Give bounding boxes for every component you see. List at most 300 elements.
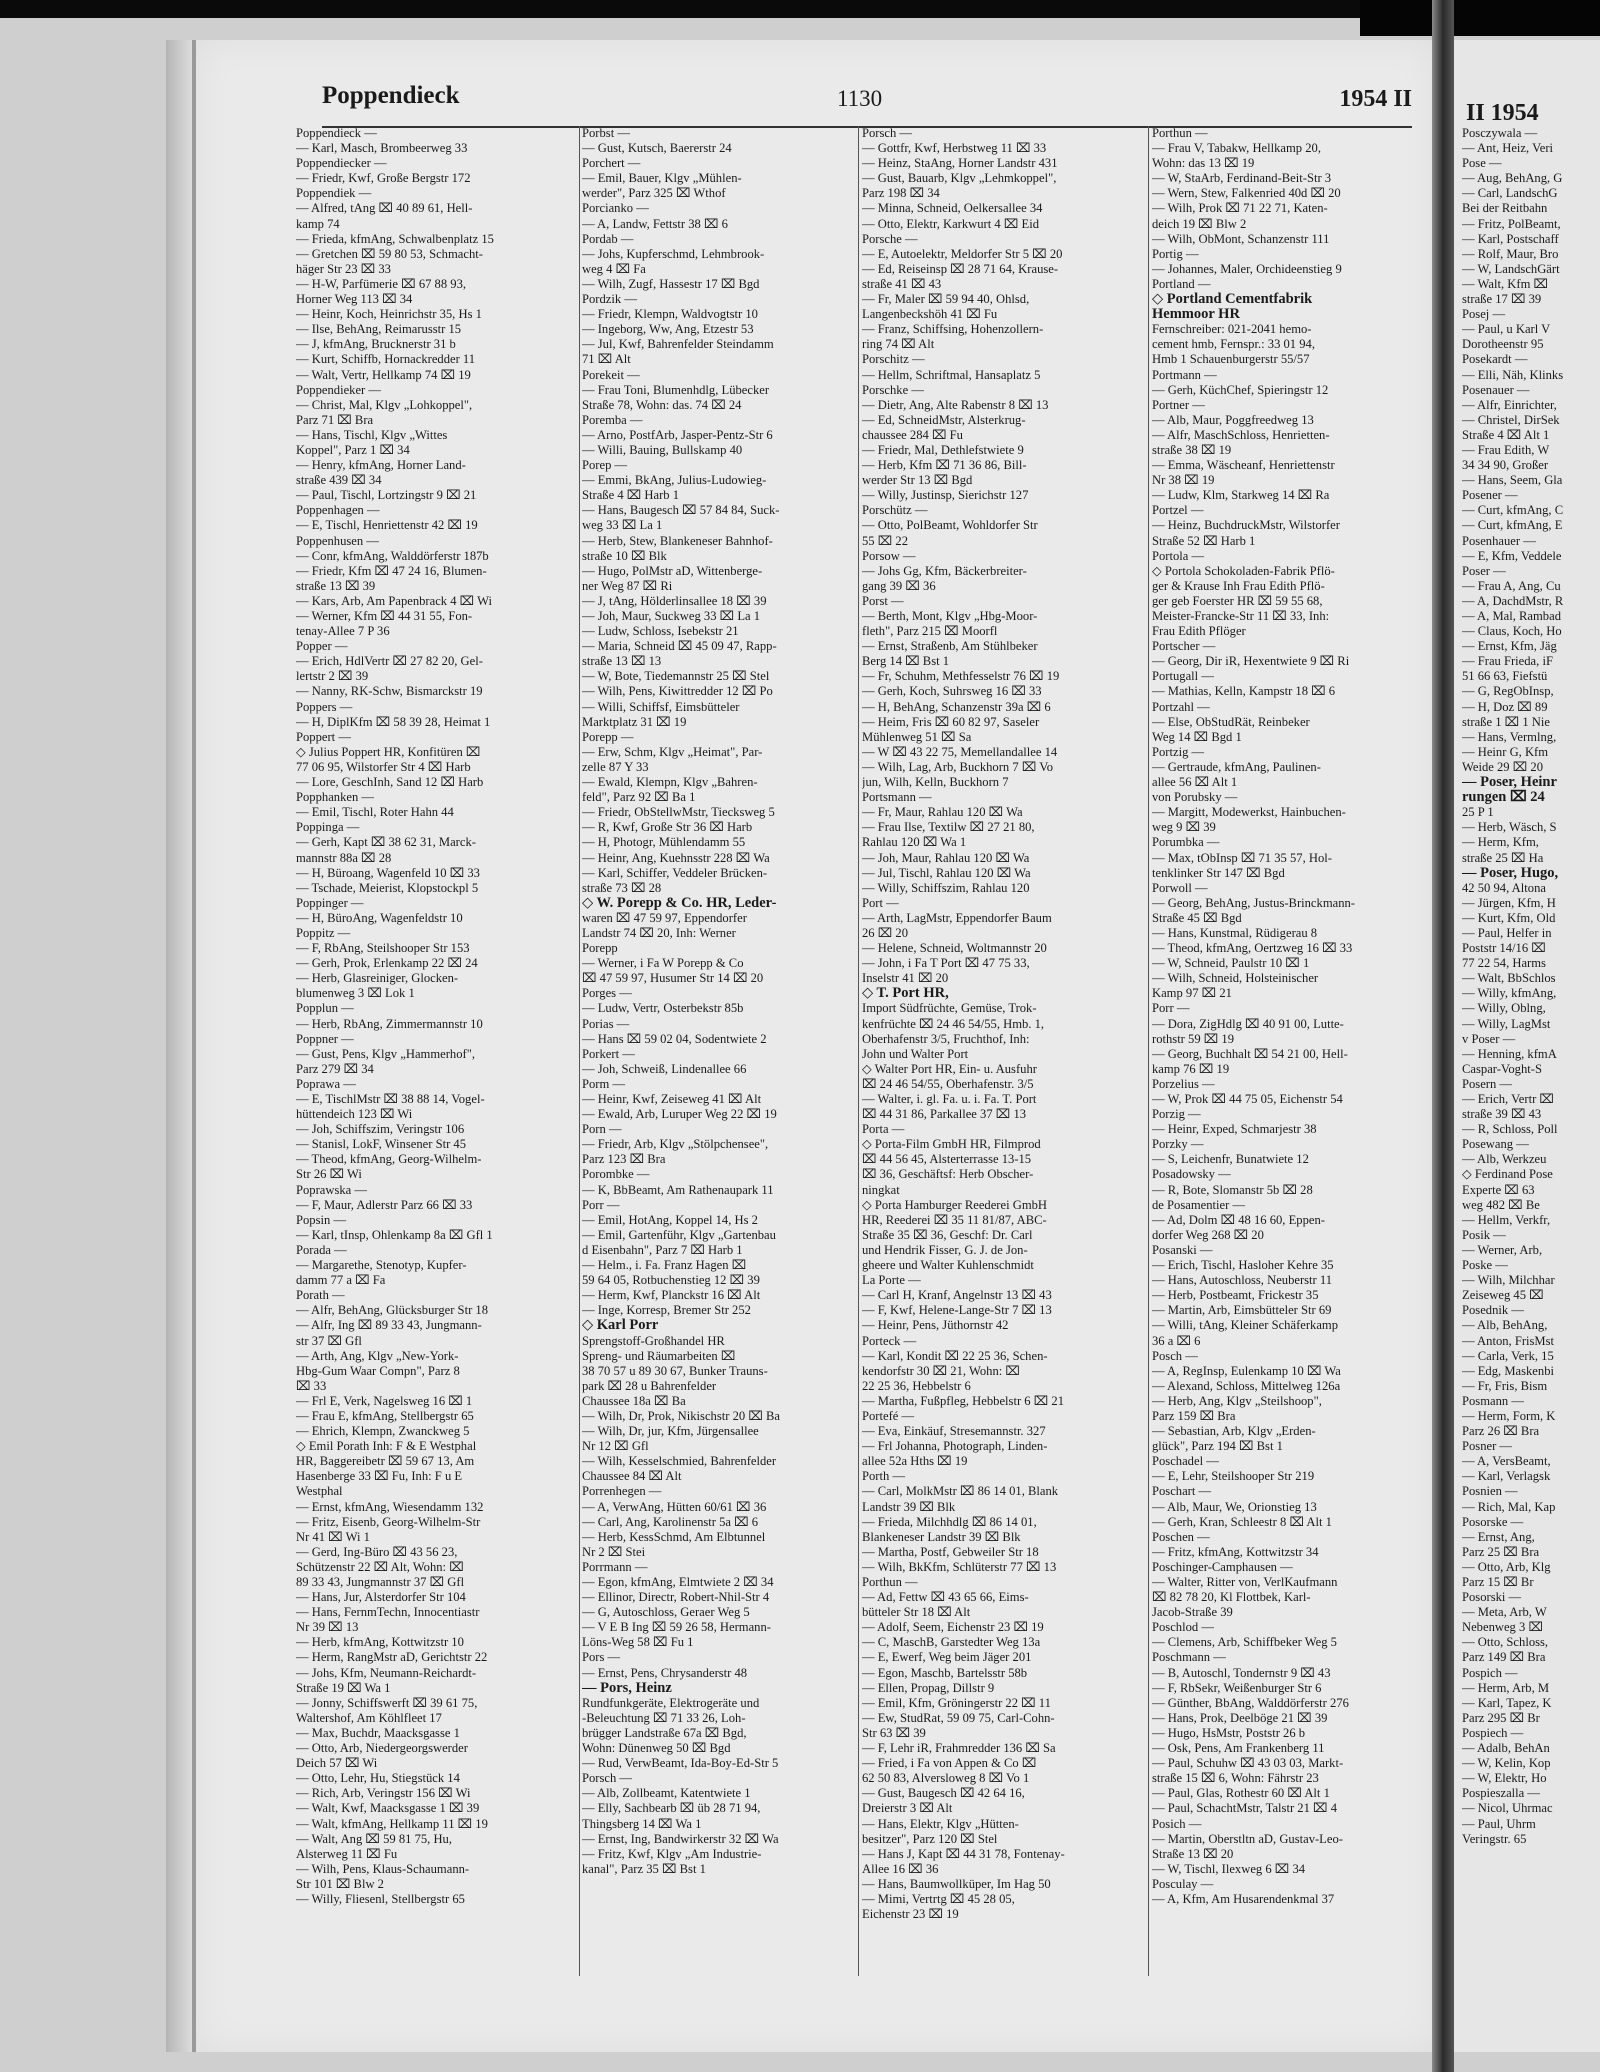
entry-line: Horner Weg 113 ⌧ 34 — [296, 292, 413, 307]
entry-line: — Emil, Bauer, Klgv „Mühlen- — [582, 171, 742, 186]
entry-line: — Willy, kfmAng, — [1462, 986, 1557, 1001]
entry-line: Str 26 ⌧ Wi — [296, 1167, 362, 1182]
entry-line: — John, i Fa T Port ⌧ 47 75 33, — [862, 956, 1030, 971]
entry-line: — A, VersBeamt, — [1462, 1454, 1551, 1469]
entry-line: — Willy, Justinsp, Sierichstr 127 — [862, 488, 1029, 503]
entry-line: — Joh, Schiffszim, Veringstr 106 — [296, 1122, 465, 1137]
entry-line: Hmb 1 Schauenburgerstr 55/57 — [1152, 352, 1310, 367]
entry-line: 71 ⌧ Alt — [582, 352, 631, 367]
entry-line: Posadowsky — — [1152, 1167, 1231, 1182]
entry-line: — Frau Ilse, Textilw ⌧ 27 21 80, — [862, 820, 1035, 835]
entry-line: — Alexand, Schloss, Mittelweg 126a — [1152, 1378, 1341, 1393]
entry-line: allee 56 ⌧ Alt 1 — [1152, 775, 1238, 790]
entry-line: besitzer", Parz 120 ⌧ Stel — [862, 1831, 998, 1846]
entry-line: Oberhafenstr 3/5, Fruchthof, Inh: — [862, 1031, 1030, 1046]
entry-line: gheere und Walter Kuhlenschmidt — [862, 1258, 1034, 1273]
entry-line: — Fr, Schuhm, Methfesselstr 76 ⌧ 19 — [862, 669, 1060, 684]
entry-line: — Rud, VerwBeamt, Ida-Boy-Ed-Str 5 — [582, 1756, 779, 1771]
entry-line: — R, Bote, Slomanstr 5b ⌧ 28 — [1152, 1182, 1313, 1197]
entry-line: — Ernst, Kfm, Jäg — [1462, 639, 1557, 654]
entry-line: Parz 25 ⌧ Bra — [1462, 1544, 1540, 1559]
entry-line: — Walt, Ang ⌧ 59 81 75, Hu, — [296, 1831, 452, 1846]
entry-line: Nr 2 ⌧ Stei — [582, 1544, 646, 1559]
entry-line: Poppitz — — [296, 925, 351, 940]
entry-line: werder Str 13 ⌧ Bgd — [862, 473, 973, 488]
entry-line: Portzel — — [1152, 503, 1204, 518]
entry-line: — Minna, Schneid, Oelkersallee 34 — [862, 201, 1043, 216]
entry-line: — Erich, Vertr ⌧ — [1462, 1092, 1554, 1106]
entry-line: Portsmann — — [862, 790, 932, 805]
entry-line: — Gust, Kutsch, Baererstr 24 — [582, 141, 732, 156]
entry-line: — Hugo, PolMstr aD, Wittenberge- — [582, 563, 763, 578]
entry-line: ger & Krause Inh Frau Edith Pflö- — [1152, 578, 1325, 593]
entry-line: — Alfr, Ing ⌧ 89 33 43, Jungmann- — [296, 1318, 482, 1333]
entry-line: ◇ Walter Port HR, Ein- u. Ausfuhr — [862, 1061, 1037, 1076]
entry-line: — Herb, Ang, Klgv „Steilshoop", — [1152, 1393, 1322, 1408]
entry-line: — Berth, Mont, Klgv „Hbg-Moor- — [862, 609, 1038, 623]
entry-line: Str 63 ⌧ 39 — [862, 1725, 926, 1740]
entry-line: — Fritz, Eisenb, Georg-Wilhelm-Str — [296, 1514, 481, 1529]
entry-line: Poppendieck — — [296, 126, 377, 140]
entry-line: ◇ Julius Poppert HR, Konfitüren ⌧ — [296, 744, 481, 759]
entry-line: — Georg, Buchhalt ⌧ 54 21 00, Hell- — [1152, 1046, 1348, 1061]
entry-line: 55 ⌧ 22 — [862, 533, 908, 548]
entry-line: weg 482 ⌧ Be — [1462, 1197, 1540, 1212]
entry-line: — Wilh, Zugf, Hassestr 17 ⌧ Bgd — [582, 276, 760, 291]
entry-line: — Ad, Dolm ⌧ 48 16 60, Eppen- — [1152, 1212, 1325, 1227]
entry-line: Pospich — — [1462, 1665, 1518, 1680]
entry-line: Posculay — — [1152, 1876, 1214, 1891]
entry-line: Portner — — [1152, 397, 1205, 412]
entry-line: — Fritz, kfmAng, Kottwitzstr 34 — [1152, 1544, 1319, 1559]
entry-line: — Ant, Heiz, Veri — [1462, 141, 1554, 156]
entry-line: Eichenstr 23 ⌧ 19 — [862, 1907, 959, 1922]
entry-line: — Osk, Pens, Am Frankenberg 11 — [1152, 1741, 1325, 1756]
entry-line: — Hellm, Verkfr, — [1462, 1212, 1551, 1227]
entry-line: — Theod, kfmAng, Oertzweg 16 ⌧ 33 — [1152, 941, 1353, 956]
entry-line: — Lore, GeschInh, Sand 12 ⌧ Harb — [296, 775, 484, 790]
entry-line: 77 06 95, Wilstorfer Str 4 ⌧ Harb — [296, 759, 471, 774]
entry-line: Posekardt — — [1462, 352, 1528, 367]
entry-line: Pors — — [582, 1650, 621, 1665]
entry-line: Straße 78, Wohn: das. 74 ⌧ 24 — [582, 397, 742, 412]
entry-line: — C, MaschB, Garstedter Weg 13a — [862, 1635, 1041, 1650]
entry-line: — Willy, Fliesenl, Stellbergstr 65 — [296, 1891, 465, 1906]
entry-line: Poppinger — — [296, 895, 364, 910]
entry-line: ◇ Emil Porath Inh: F & E Westphal — [296, 1439, 477, 1454]
entry-line: — Gust, Baugesch ⌧ 42 64 16, — [862, 1786, 1025, 1801]
entry-line: — Conr, kfmAng, Walddörferstr 187b — [296, 548, 489, 563]
entry-line: — Dietr, Ang, Alte Rabenstr 8 ⌧ 13 — [862, 397, 1049, 412]
entry-line: ◇ W. Porepp & Co. HR, Leder- — [582, 894, 777, 911]
entry-line: Caspar-Voght-S — [1462, 1061, 1542, 1076]
entry-line: — Friedr, Klempn, Waldvogtstr 10 — [582, 307, 758, 322]
entry-line: Porges — — [582, 986, 632, 1001]
entry-line: — Wilh, ObMont, Schanzenstr 111 — [1152, 231, 1330, 246]
entry-line: — R, Schloss, Poll — [1462, 1122, 1558, 1137]
entry-line: Poppner — — [296, 1031, 354, 1046]
entry-line: — Alb, BehAng, — [1462, 1318, 1548, 1333]
entry-line: bütteler Str 18 ⌧ Alt — [862, 1605, 971, 1620]
entry-line: — Herb, Kfm ⌧ 71 36 86, Bill- — [862, 458, 1027, 473]
entry-line: — Walter, Ritter von, VerlKaufmann — [1152, 1575, 1338, 1589]
entry-line: feld", Parz 92 ⌧ Ba 1 — [582, 790, 696, 805]
entry-line: — Walt, BbSchlos — [1462, 971, 1556, 986]
entry-line: — Ludw, Vertr, Osterbekstr 85b — [582, 1001, 744, 1016]
entry-line: — Friedr, Kwf, Große Bergstr 172 — [296, 171, 471, 186]
entry-line: straße 25 ⌧ Ha — [1462, 850, 1544, 865]
entry-line: Porsche — — [862, 231, 918, 246]
entry-line: — Kurt, Kfm, Old — [1462, 910, 1556, 925]
entry-line: Nr 38 ⌧ 19 — [1152, 473, 1215, 488]
entry-line: — Clemens, Arb, Schiffbeker Weg 5 — [1152, 1635, 1337, 1650]
entry-line: — Martha, Postf, Gebweiler Str 18 — [862, 1544, 1039, 1559]
entry-line: — Karl, Masch, Brombeerweg 33 — [296, 141, 468, 156]
entry-line: — H, Büroang, Wagenfeld 10 ⌧ 33 — [296, 865, 480, 880]
entry-line: cement hmb, Fernspr.: 33 01 94, — [1152, 337, 1315, 352]
entry-line: — Gertraude, kfmAng, Paulinen- — [1152, 759, 1321, 774]
entry-line: Posch — — [1152, 1348, 1198, 1363]
entry-line: Straße 45 ⌧ Bgd — [1152, 910, 1242, 925]
entry-line: Weg 14 ⌧ Bgd 1 — [1152, 729, 1242, 744]
entry-line: — Gretchen ⌧ 59 80 53, Schmacht- — [296, 246, 483, 261]
entry-line: straße 13 ⌧ 13 — [582, 654, 662, 669]
entry-line: Berg 14 ⌧ Bst 1 — [862, 654, 950, 669]
entry-line: — Adolf, Seem, Eichenstr 23 ⌧ 19 — [862, 1620, 1044, 1635]
entry-line: — Ludw, Schloss, Isebekstr 21 — [582, 624, 739, 639]
entry-line: — Walt, Kfm ⌧ — [1462, 276, 1549, 291]
entry-line: Poppendiek — — [296, 186, 372, 201]
entry-line: — Werner, Arb, — [1462, 1242, 1543, 1257]
entry-line: — Emmi, BkAng, Julius-Ludowieg- — [582, 473, 767, 488]
entry-line: — Kars, Arb, Am Papenbrack 4 ⌧ Wi — [296, 593, 493, 608]
entry-line: — Christ, Mal, Klgv „Lohkoppel", — [296, 397, 473, 412]
entry-line: — Jonny, Schiffswerft ⌧ 39 61 75, — [296, 1695, 478, 1710]
entry-line: Posik — — [1462, 1227, 1506, 1242]
entry-line: ◇ Ferdinand Pose — [1462, 1167, 1553, 1182]
entry-line: Parz 26 ⌧ Bra — [1462, 1424, 1540, 1439]
entry-line: — Joh, Maur, Rahlau 120 ⌧ Wa — [862, 850, 1030, 865]
entry-line: — Alfr, BehAng, Glücksburger Str 18 — [296, 1303, 488, 1318]
entry-line: Popper — — [296, 639, 348, 654]
entry-line: Porepp — — [582, 729, 634, 744]
entry-line: — E, TischlMstr ⌧ 38 88 14, Vogel- — [296, 1092, 485, 1106]
entry-line: Popphanken — — [296, 790, 375, 805]
entry-line: Posorske — — [1462, 1514, 1524, 1529]
entry-line: — Jul, Tischl, Rahlau 120 ⌧ Wa — [862, 865, 1031, 880]
entry-line: — Ewald, Arb, Luruper Weg 22 ⌧ 19 — [582, 1107, 777, 1122]
entry-line: — H, DiplKfm ⌧ 58 39 28, Heimat 1 — [296, 714, 491, 729]
entry-line: — Poser, Hugo, — [1462, 864, 1559, 881]
entry-line: Porcianko — — [582, 201, 649, 216]
entry-line: — A, Landw, Fettstr 38 ⌧ 6 — [582, 216, 728, 231]
entry-line: — Ed, Reiseinsp ⌧ 28 71 64, Krause- — [862, 261, 1059, 276]
entry-line: Porath — — [296, 1288, 345, 1303]
entry-line: — Ew, StudRat, 59 09 75, Carl-Cohn- — [862, 1710, 1055, 1725]
entry-line: — Walt, Vertr, Hellkamp 74 ⌧ 19 — [296, 367, 471, 382]
entry-line: — Hans, Baumwollküper, Im Hag 50 — [862, 1876, 1051, 1891]
entry-line: — J, tAng, Hölderlinsallee 18 ⌧ 39 — [582, 593, 767, 608]
entry-line: — Gerh, Koch, Suhrsweg 16 ⌧ 33 — [862, 684, 1042, 699]
entry-line: ◇ Portola Schokoladen-Fabrik Pflö- — [1152, 563, 1335, 578]
entry-line: Poppenhagen — — [296, 503, 380, 518]
entry-line: — Alfr, Einrichter, — [1462, 397, 1557, 412]
entry-line: Nebenweg 3 ⌧ — [1462, 1620, 1543, 1635]
entry-line: Poppendieker — — [296, 382, 381, 397]
entry-line: — Wilh, Milchhar — [1462, 1273, 1555, 1288]
entry-line: — A, DachdMstr, R — [1462, 593, 1564, 608]
entry-line: Alsterweg 11 ⌧ Fu — [296, 1846, 398, 1861]
entry-line: — Frau Frieda, iF — [1462, 654, 1553, 669]
entry-line: Poschinger-Camphausen — — [1152, 1559, 1293, 1574]
entry-line: — Walter, i. gl. Fa. u. i. Fa. T. Port — [862, 1092, 1037, 1106]
entry-line: — Egon, kfmAng, Elmtwiete 2 ⌧ 34 — [582, 1575, 774, 1589]
entry-line: — Heinr, Ang, Kuehnsstr 228 ⌧ Wa — [582, 850, 770, 865]
entry-line: — Ernst, Ang, — [1462, 1529, 1535, 1544]
entry-line: — Willi, Bauing, Bullskamp 40 — [582, 442, 743, 457]
entry-line: Poschlod — — [1152, 1620, 1214, 1635]
entry-line: v Poser — — [1462, 1031, 1516, 1046]
entry-line: — Elly, Sachbearb ⌧ üb 28 71 94, — [582, 1801, 761, 1816]
entry-line: Posener — — [1462, 488, 1518, 503]
entry-line: — Willy, Schiffszim, Rahlau 120 — [862, 880, 1030, 895]
entry-line: — Hans, Jur, Alsterdorfer Str 104 — [296, 1590, 466, 1605]
entry-line: fleth", Parz 215 ⌧ Moorfl — [862, 624, 998, 639]
entry-line: Poser — — [1462, 563, 1506, 578]
page-header — [322, 80, 1412, 128]
entry-line: Import Südfrüchte, Gemüse, Trok- — [862, 1001, 1037, 1016]
entry-line: — Wilh, Dr, Prok, Nikischstr 20 ⌧ Ba — [582, 1408, 780, 1423]
entry-line: — Curt, kfmAng, E — [1462, 518, 1563, 533]
entry-line: — Hans, Prok, Deelböge 21 ⌧ 39 — [1152, 1710, 1328, 1725]
header-keyword: Poppendieck — [322, 82, 460, 109]
entry-line: — Johs, Kupferschmd, Lehmbrook- — [582, 246, 765, 261]
entry-line: — Eva, Einkäuf, Stresemannstr. 327 — [862, 1424, 1046, 1439]
entry-line: — Heinr, Kwf, Zeiseweg 41 ⌧ Alt — [582, 1092, 762, 1106]
entry-line: — Edg, Maskenbi — [1462, 1363, 1554, 1378]
entry-line: Pordzik — — [582, 292, 637, 307]
entry-line: — W, Prok ⌧ 44 75 05, Eichenstr 54 — [1152, 1092, 1343, 1106]
entry-line: Poppendiecker — — [296, 156, 387, 171]
entry-line: Hbg-Gum Waar Compn", Parz 8 — [296, 1363, 460, 1378]
entry-line: Straße 4 ⌧ Alt 1 — [1462, 427, 1550, 442]
entry-line: — Ellen, Propag, Dillstr 9 — [862, 1680, 995, 1695]
entry-line: Portmann — — [1152, 367, 1217, 382]
entry-line: — Herm, Kfm, — [1462, 835, 1539, 850]
entry-line: — Rolf, Maur, Bro — [1462, 246, 1559, 261]
entry-line: d Eisenbahn", Parz 7 ⌧ Harb 1 — [582, 1242, 743, 1257]
entry-line: — Poser, Heinr — [1462, 774, 1557, 791]
entry-line: Pospiech — — [1462, 1725, 1524, 1740]
entry-line: — Fried, i Fa von Appen & Co ⌧ — [862, 1756, 1037, 1771]
entry-line: ⌧ 44 56 45, Alsterterrasse 13-15 — [862, 1152, 1032, 1167]
entry-line: Dreierstr 3 ⌧ Alt — [862, 1801, 953, 1816]
entry-line: — Hans, Baugesch ⌧ 57 84 84, Suck- — [582, 503, 780, 518]
entry-line: Weide 29 ⌧ 20 — [1462, 759, 1543, 774]
entry-line: Posej — — [1462, 307, 1506, 322]
entry-line: — Carla, Verk, 15 — [1462, 1348, 1554, 1363]
entry-line: brügger Landstraße 67a ⌧ Bgd, — [582, 1725, 747, 1740]
entry-line: — Hans, Autoschloss, Neuberstr 11 — [1152, 1273, 1333, 1288]
entry-line: — V E B Ing ⌧ 59 26 58, Hermann- — [582, 1620, 771, 1635]
entry-line: — Max, Buchdr, Maacksgasse 1 — [296, 1725, 460, 1740]
entry-line: Porr — — [582, 1197, 620, 1212]
entry-line: — Gust, Bauarb, Klgv „Lehmkoppel", — [862, 171, 1057, 186]
entry-line: — H-W, Parfümerie ⌧ 67 88 93, — [296, 276, 467, 291]
entry-line: — Werner, i Fa W Porepp & Co — [582, 956, 744, 971]
entry-line: — Willi, Schiffsf, Eimsbütteler — [582, 699, 740, 714]
entry-line: — Fr, Maur, Rahlau 120 ⌧ Wa — [862, 805, 1023, 820]
entry-line: — Karl, Tapez, K — [1462, 1695, 1552, 1710]
entry-line: — Arno, PostfArb, Jasper-Pentz-Str 6 — [582, 427, 773, 442]
entry-line: Thingsberg 14 ⌧ Wa 1 — [582, 1816, 702, 1831]
entry-line: — Arth, Ang, Klgv „New-York- — [296, 1348, 459, 1363]
entry-line: Poppert — — [296, 729, 351, 744]
entry-line: — Adalb, BehAn — [1462, 1741, 1550, 1756]
entry-line: — Frau E, kfmAng, Stellbergstr 65 — [296, 1408, 474, 1423]
entry-line: — Theod, kfmAng, Georg-Wilhelm- — [296, 1152, 482, 1167]
entry-line: Posern — — [1462, 1076, 1513, 1091]
entry-line: — Frau V, Tabakw, Hellkamp 20, — [1152, 141, 1321, 156]
entry-line: Porr — — [1152, 1001, 1190, 1016]
entry-line: — Herb, Postbeamt, Frickestr 35 — [1152, 1288, 1319, 1303]
entry-line: Porwoll — — [1152, 880, 1208, 895]
entry-line: — E, Autoelektr, Meldorfer Str 5 ⌧ 20 — [862, 246, 1063, 261]
entry-line: Parz 295 ⌧ Br — [1462, 1710, 1540, 1725]
entry-line: Posenauer — — [1462, 382, 1530, 397]
entry-line: — Otto, Elektr, Karkwurt 4 ⌧ Eid — [862, 216, 1039, 231]
entry-line: Rahlau 120 ⌧ Wa 1 — [862, 835, 967, 850]
entry-line: — E, Ewerf, Weg beim Jäger 201 — [862, 1650, 1032, 1665]
entry-line: Löns-Weg 58 ⌧ Fu 1 — [582, 1635, 694, 1650]
entry-line: — W, Elektr, Ho — [1462, 1771, 1547, 1786]
entry-line: — Friedr, Mal, Dethlefstwiete 9 — [862, 442, 1024, 457]
entry-line: Nr 12 ⌧ Gfl — [582, 1439, 649, 1454]
entry-line: Frau Edith Pflöger — [1152, 624, 1246, 639]
entry-line: — Fr, Fris, Bism — [1462, 1378, 1548, 1393]
entry-line: — Otto, Arb, Niedergeorgswerder — [296, 1741, 468, 1756]
entry-line: — Johs Gg, Kfm, Bäckerbreiter- — [862, 563, 1027, 578]
entry-line: — Ernst, kfmAng, Wiesendamm 132 — [296, 1499, 484, 1514]
entry-line: Zeiseweg 45 ⌧ — [1462, 1288, 1544, 1303]
entry-line: — Gust, Pens, Klgv „Hammerhof", — [296, 1046, 475, 1061]
entry-line: — Wern, Stew, Falkenried 40d ⌧ 20 — [1152, 186, 1341, 201]
entry-line: Portugall — — [1152, 669, 1214, 684]
entry-line: Posnien — — [1462, 1484, 1518, 1499]
entry-line: — H, Photogr, Mühlendamm 55 — [582, 835, 746, 850]
entry-line: — E, Tischl, Henriettenstr 42 ⌧ 19 — [296, 518, 478, 533]
entry-line: — Ingeborg, Ww, Ang, Etzestr 53 — [582, 322, 754, 337]
entry-line: — E, Kfm, Veddele — [1462, 548, 1562, 563]
page-number: 1130 — [837, 86, 883, 111]
entry-line: — Walt, kfmAng, Hellkamp 11 ⌧ 19 — [296, 1816, 488, 1831]
entry-line: — F, Lehr iR, Frahmredder 136 ⌧ Sa — [862, 1741, 1056, 1756]
entry-line: Westphal — [296, 1484, 343, 1499]
entry-line: ningkat — [862, 1182, 900, 1197]
entry-line: — Ilse, BehAng, Reimarusstr 15 — [296, 322, 462, 337]
column-divider — [858, 126, 859, 1976]
entry-line: rungen ⌧ 24 — [1462, 789, 1545, 806]
entry-line: — Friedr, Kfm ⌧ 47 24 16, Blumen- — [296, 563, 487, 578]
entry-line: — Emil, HotAng, Koppel 14, Hs 2 — [582, 1212, 758, 1227]
entry-line: — Fritz, Kwf, Klgv „Am Industrie- — [582, 1846, 762, 1861]
entry-line: Parz 123 ⌧ Bra — [582, 1152, 666, 1167]
entry-line: Porias — — [582, 1016, 630, 1031]
entry-line: waren ⌧ 47 59 97, Eppendorfer — [582, 910, 747, 925]
entry-line: 77 22 54, Harms — [1462, 956, 1546, 971]
entry-line: Chaussee 84 ⌧ Alt — [582, 1469, 682, 1484]
entry-line: — Christel, DirSek — [1462, 412, 1560, 427]
entry-line: Porst — — [862, 593, 904, 608]
entry-line: Straße 52 ⌧ Harb 1 — [1152, 533, 1256, 548]
entry-line: — H, Doz ⌧ 89 — [1462, 699, 1548, 714]
entry-line: Str 101 ⌧ Blw 2 — [296, 1876, 384, 1891]
entry-line: Poschart — — [1152, 1484, 1212, 1499]
entry-line: — Hellm, Schriftmal, Hansaplatz 5 — [862, 367, 1041, 382]
entry-line: — Heinr, Koch, Heinrichstr 35, Hs 1 — [296, 307, 482, 322]
entry-line: lertstr 2 ⌧ 39 — [296, 669, 369, 684]
entry-line: — Otto, Schloss, — [1462, 1635, 1549, 1650]
entry-line: Poststr 14/16 ⌧ — [1462, 941, 1546, 956]
entry-line: straße 39 ⌧ 43 — [1462, 1107, 1542, 1122]
entry-line: straße 17 ⌧ 39 — [1462, 292, 1542, 307]
entry-line: — Heinr, Exped, Schmarjestr 38 — [1152, 1122, 1317, 1137]
entry-line: — Henning, kfmA — [1462, 1046, 1557, 1061]
entry-line: jun, Wilh, Kelln, Buckhorn 7 — [862, 775, 1009, 790]
entry-line: Parz 198 ⌧ 34 — [862, 186, 940, 201]
entry-line: — Walt, Kwf, Maacksgasse 1 ⌧ 39 — [296, 1801, 480, 1816]
entry-line: tenay-Allee 7 P 36 — [296, 624, 390, 639]
column-5-facing — [1462, 126, 1600, 2006]
entry-line: Wohn: Dünenweg 50 ⌧ Bgd — [582, 1741, 731, 1756]
entry-line: — J, kfmAng, Brucknerstr 31 b — [296, 337, 456, 352]
entry-line: Blankeneser Landstr 39 ⌧ Blk — [862, 1529, 1021, 1544]
entry-line: Chaussee 18a ⌧ Ba — [582, 1393, 686, 1408]
entry-line: Posmann — — [1462, 1393, 1524, 1408]
entry-line: kamp 74 — [296, 216, 340, 231]
entry-line: — Frau Edith, W — [1462, 442, 1550, 457]
entry-line: — F, Kwf, Helene-Lange-Str 7 ⌧ 13 — [862, 1303, 1052, 1318]
entry-line: Pordab — — [582, 231, 634, 246]
column-divider — [1148, 126, 1149, 1976]
entry-line: — Curt, kfmAng, C — [1462, 503, 1564, 518]
entry-line: — Herm, Form, K — [1462, 1408, 1556, 1423]
entry-line: glück", Parz 194 ⌧ Bst 1 — [1152, 1439, 1283, 1454]
entry-line: Poschen — — [1152, 1529, 1210, 1544]
entry-line: Poprawska — — [296, 1182, 368, 1197]
entry-line: Porteck — — [862, 1333, 917, 1348]
entry-line: Kamp 97 ⌧ 21 — [1152, 986, 1232, 1001]
entry-line: Porzky — — [1152, 1137, 1204, 1152]
book-spine — [1432, 0, 1454, 2072]
entry-line: 25 P 1 — [1462, 805, 1494, 820]
entry-line: Bei der Reitbahn — [1462, 201, 1548, 216]
entry-line: — Wilh, Lag, Arb, Buckhorn 7 ⌧ Vo — [862, 759, 1054, 774]
entry-line: — Friedr, ObStellwMstr, Tiecksweg 5 — [582, 805, 775, 820]
entry-line: allee 52a Hths ⌧ 19 — [862, 1454, 968, 1469]
entry-line: — Jürgen, Kfm, H — [1462, 895, 1556, 910]
header-year: 1954 II — [1339, 86, 1412, 112]
entry-line: — Wilh, Schneid, Holsteinischer — [1152, 971, 1319, 986]
entry-line: Posich — — [1152, 1816, 1202, 1831]
entry-line: — Gerh, KüchChef, Spieringstr 12 — [1152, 382, 1329, 397]
entry-line: — Hugo, HsMstr, Poststr 26 b — [1152, 1725, 1306, 1740]
entry-line: — Gerh, Prok, Erlenkamp 22 ⌧ 24 — [296, 956, 478, 971]
entry-line: Langenbeckshöh 41 ⌧ Fu — [862, 307, 998, 322]
entry-line: zelle 87 Y 33 — [582, 759, 649, 774]
entry-line: hüttendeich 123 ⌧ Wi — [296, 1107, 413, 1122]
entry-line: — H, BehAng, Schanzenstr 39a ⌧ 6 — [862, 699, 1051, 714]
